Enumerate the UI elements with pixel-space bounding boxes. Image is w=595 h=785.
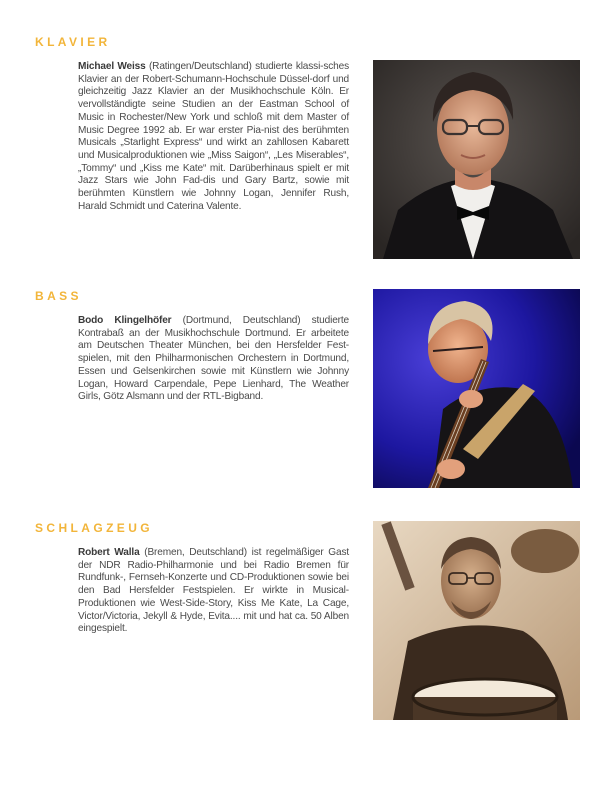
section-heading: SCHLAGZEUG: [35, 521, 153, 535]
pianist-portrait-photo: [373, 60, 580, 259]
bio-paragraph: [78, 547, 349, 636]
section-heading: BASS: [35, 289, 82, 303]
musician-name: Robert Walla: [78, 547, 140, 558]
bassist-photo: [373, 289, 580, 488]
musician-name: Michael Weiss: [78, 61, 146, 72]
bio-paragraph: [78, 315, 349, 404]
bio-text: (Dortmund, Deutschland) studierte Kontrabaß an der Musikhochschule Dortmund. Er arbeitete am Deutschen Theater München, bei den Hersfelder Fest-spielen, mit den Philharmonischen Orchestern in Dortmund, Essen und Gelsenkirchen sowie mit Künstlern wie Johnny Logan, Howard Carpendale, Pepe Lienhard, The Weather Girls, Götz Alsmann und der RTL-Bigband.: [78, 315, 349, 403]
bio-paragraph: [78, 61, 349, 213]
bio-text: (Bremen, Deutschland) ist regelmäßiger Gast der NDR Radio-Philharmonie und bei Radio Bremen für Rundfunk-, Fernseh-Konzerte und CD-Produktionen sowie bei den Bad Hersfelder Festspielen. Er wirkte in Musical-Produktionen wie West-Side-Story, Kiss Me Kate, La Cage, Victor/Victoria, Jekyll & Hyde, Evita.... mit und hat ca. 50 Alben eingespielt.: [78, 547, 349, 635]
section-heading: KLAVIER: [35, 35, 111, 49]
bio-text: (Ratingen/Deutschland) studierte klassi-sches Klavier an der Robert-Schumann-Hochschule Düssel-dorf und gleichzeitig Jazz Klavier an der Musikhochschule Köln. Er vervollständigte seine Studien an der Eastman School of Music in Rochester/New York und schloß mit dem Master of Music Degree 1992 ab. Er war erster Pia-nist des berühmten Musicals „Starlight Express“ und wirkt an zahllosen Kabarett und Musicalproduktionen wie „Miss Saigon“, „Les Miserables“, „Tommy“ und „Kiss me Kate“ mit. Darüberhinaus spielt er mit Jazz Stars wie John Fad-dis und Gary Bartz, sowie mit berühmten Künstlern wie Johnny Logan, Jennifer Rush, Harald Schmidt und Caterina Valente.: [78, 61, 349, 212]
musician-name: Bodo Klingelhöfer: [78, 315, 172, 326]
drummer-photo: [373, 521, 580, 720]
